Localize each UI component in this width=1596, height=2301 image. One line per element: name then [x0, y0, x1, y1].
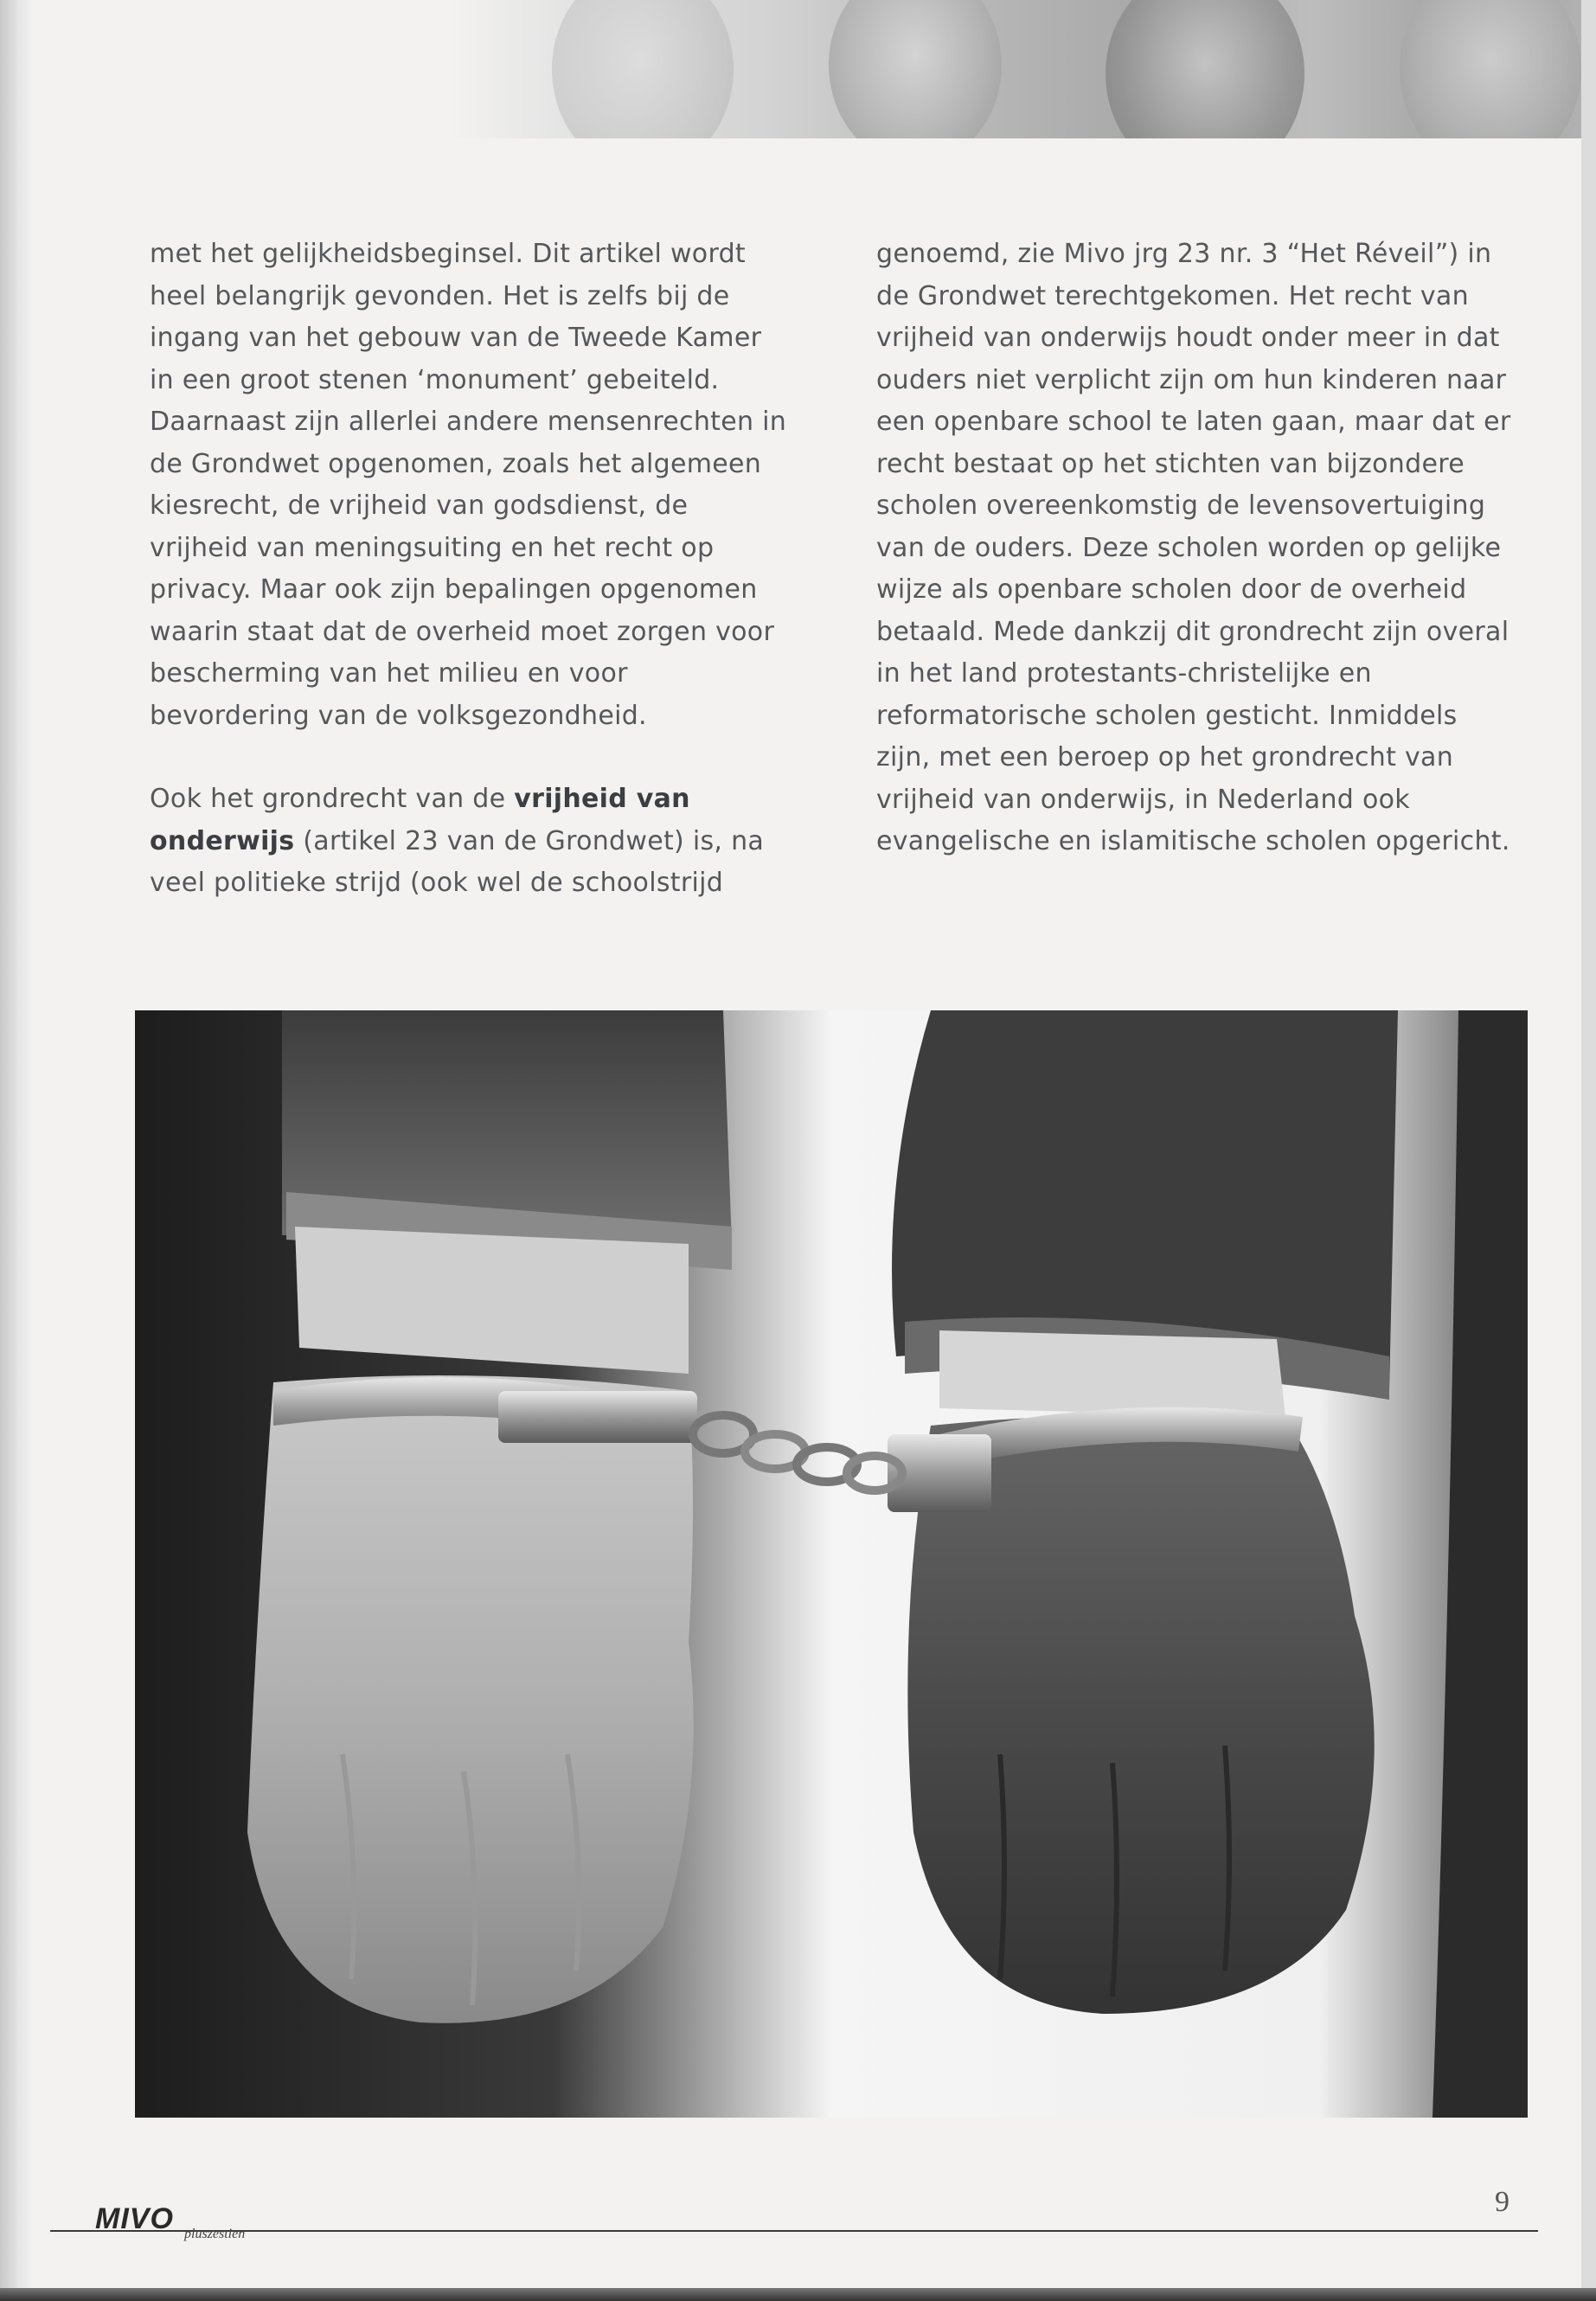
paragraph: Ook het grondrecht van de vrijheid van onderwijs (artikel 23 van de Grondwet) is, na veel politieke strijd (ook wel de schoolstrijd [150, 784, 765, 898]
page-binding-edge [0, 0, 33, 2301]
mivo-logo: MIVO [95, 2202, 174, 2235]
handcuffs-illustration [135, 1010, 1528, 2118]
paragraph: genoemd, zie Mivo jrg 23 nr. 3 “Het Réveil”) in de Grondwet terechtgekomen. Het recht van vrijheid van onderwijs houdt onder meer in dat ouders niet verplicht zijn om hun kinderen naar een openbare school te laten gaan, maar dat er recht bestaat op het stichten van bijzondere scholen overeenkomstig de levensovertuiging van de ouders. Deze scholen worden op gelijke wijze als openbare scholen door de overheid betaald. Mede dankzij dit grondrecht zijn overal in het land protestants-christelijke en reformatorische scholen gesticht. Inmiddels zijn, met een beroep op het grondrecht van vrijheid van onderwijs, in Nederland ook evangelische en islamitische scholen opgericht. [876, 239, 1511, 856]
paragraph: met het gelijkheidsbeginsel. Dit artikel wordt heel belangrijk gevonden. Het is zelfs bij de ingang van het gebouw van de Tweede Kamer in een groot stenen ‘monument’ gebeiteld. Daarnaast zijn allerlei andere mensenrechten in de Grondwet opgenomen, zoals het algemeen kiesrecht, de vrijheid van godsdienst, de vrijheid van meningsuiting en het recht op privacy. Maar ook zijn bepalingen opgenomen waarin staat dat de overheid moet zorgen voor bescherming van het milieu en voor bevordering van de volksgezondheid. [150, 239, 787, 731]
handcuffed-hands-photo [135, 1010, 1528, 2118]
text-column-left [150, 234, 790, 905]
header-photo-strip [448, 0, 1581, 138]
text-column-right [876, 234, 1516, 863]
page-bottom-edge [0, 2288, 1596, 2301]
footer-rule [50, 2230, 1538, 2232]
page-number: 9 [1495, 2186, 1509, 2218]
emphasis-vrijheid-van-onderwijs: vrijheid van onderwijs [150, 784, 690, 856]
magazine-page [33, 0, 1581, 2288]
mivo-logo-subtitle: pluszestien [184, 2227, 246, 2241]
